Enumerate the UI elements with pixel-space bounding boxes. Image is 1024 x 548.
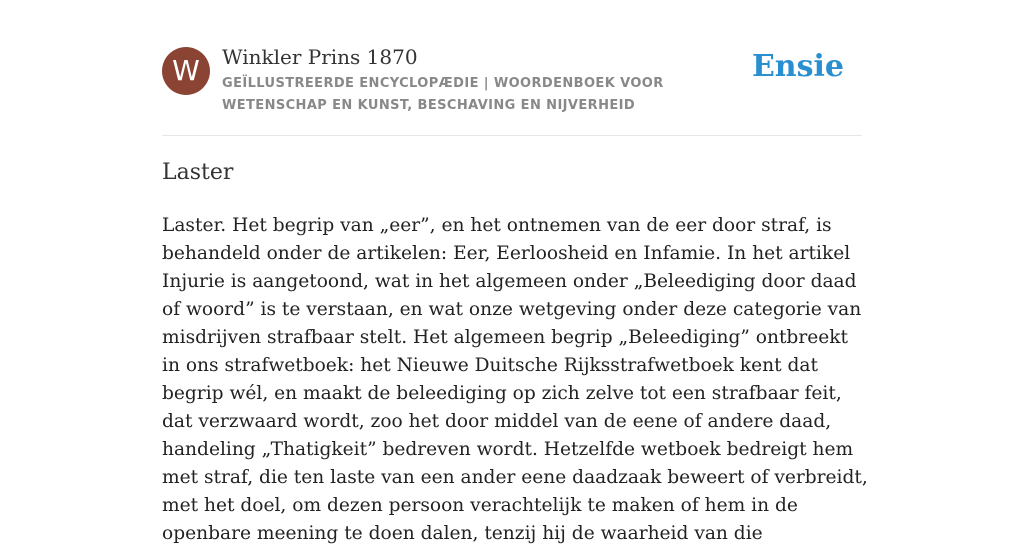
header-divider	[162, 135, 862, 136]
publication-subtitle: GEÏLLUSTREERDE ENCYCLOPÆDIE | WOORDENBOEK VOOR WETENSCHAP EN KUNST, BESCHAVING EN NIJVERHEID	[222, 76, 664, 113]
publication-title[interactable]: Winkler Prins 1870	[222, 45, 418, 69]
avatar[interactable]: W	[162, 47, 210, 95]
publication-header	[162, 42, 862, 136]
entry-title: Laster	[162, 160, 234, 185]
brand-logo[interactable]: Ensie	[751, 49, 844, 84]
entry-body: Laster. Het begrip van „eer”, en het ontnemen van de eer door straf, is behandeld onder de artikelen: Eer, Eerloosheid en Infamie. In het artikel Injurie is aangetoond, wat in het algemeen onder „Beleediging door daad of woord” is te verstaan, en wat onze wetgeving onder deze categorie van misdrijven strafbaar stelt. Het algemeen begrip „Beleediging” ontbreekt in ons strafwetboek: het Nieuwe Duitsche Rijksstrafwetboek kent dat begrip wél, en maakt de beleediging op zich zelve tot een strafbaar feit, dat verzwaard wordt, zoo het door middel van de eene of andere daad, handeling „Thatigkeit” bedreven wordt. Hetzelfde wetboek bedreigt hem met straf, die ten laste van een ander eene daadzaak beweert of verbreidt, met het doel, om dezen persoon verachtelijk te maken of hem in de openbare meening te doen dalen, tenzij hij de waarheid van die	[162, 215, 868, 544]
